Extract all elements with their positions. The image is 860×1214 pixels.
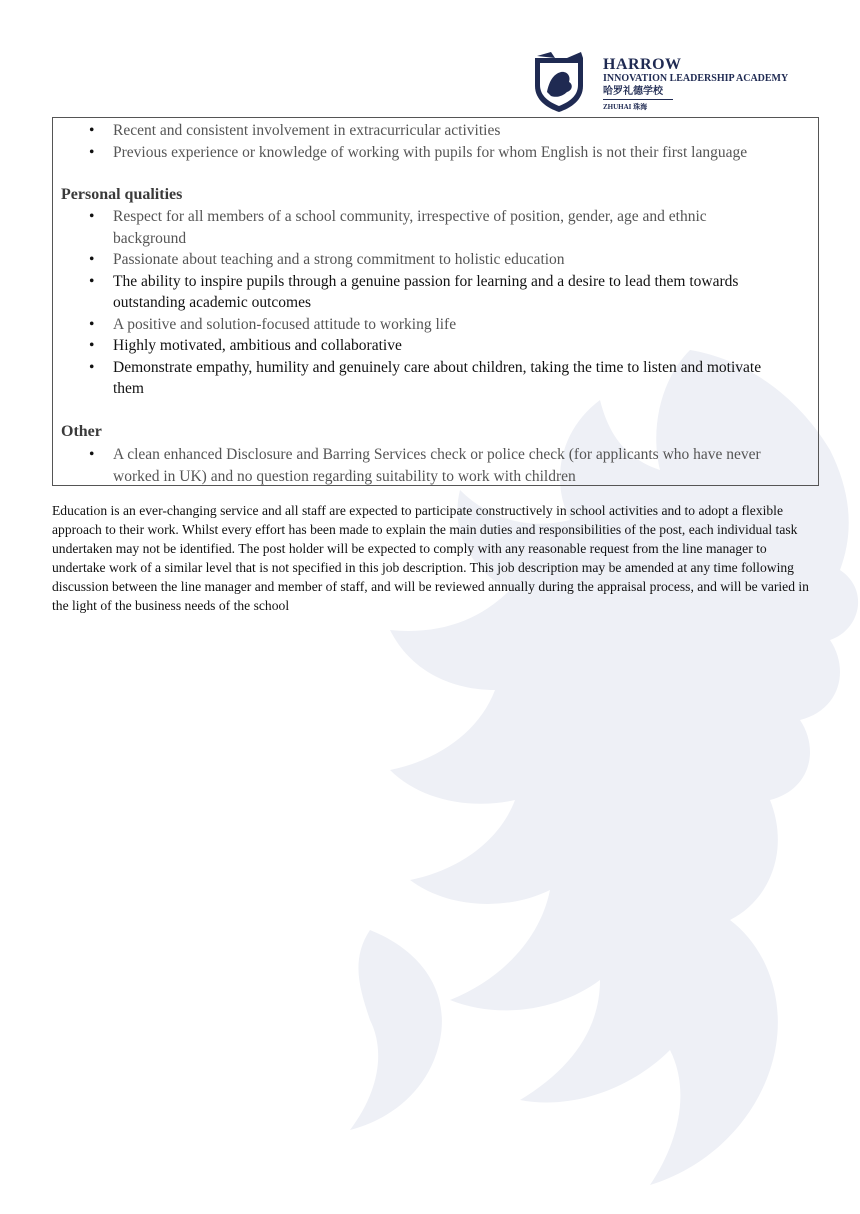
bullet-icon: • (89, 358, 95, 376)
logo-title: HARROW (603, 56, 682, 73)
logo-chinese-name: 哈罗礼德学校 (603, 86, 663, 97)
list-item: • Passionate about teaching and a strong commitment to holistic education (53, 249, 783, 271)
bullet-icon: • (89, 315, 95, 333)
bullet-icon: • (89, 446, 95, 463)
list-item: • A clean enhanced Disclosure and Barring Services check or police check (for applicants who have never worked in UK) and no question regarding suitability to work with children (89, 446, 761, 485)
logo-divider (603, 99, 673, 100)
logo-subtitle: INNOVATION LEADERSHIP ACADEMY (603, 73, 789, 84)
other-list (53, 444, 820, 487)
school-crest-icon (531, 52, 587, 114)
header-logo (531, 52, 801, 116)
bullet-icon: • (89, 143, 95, 161)
logo-location: ZHUHAI 珠海 (603, 103, 648, 111)
continued-list (53, 120, 820, 163)
list-item: • Demonstrate empathy, humility and genuinely care about children, taking the time to listen and motivate them (89, 358, 762, 397)
list-item: • Recent and consistent involvement in extracurricular activities (53, 120, 783, 142)
bullet-icon: • (89, 272, 95, 290)
personal-qualities-list (53, 206, 820, 400)
list-item: • The ability to inspire pupils through a genuine passion for learning and a desire to lead them towards outstanding academic outcomes (89, 272, 739, 311)
section-heading-other: Other (61, 423, 102, 440)
list-item: • A positive and solution-focused attitude to working life (53, 314, 783, 336)
bullet-icon: • (89, 337, 95, 354)
requirements-box (52, 117, 819, 486)
closing-paragraph: Education is an ever-changing service and all staff are expected to participate constructively in school activities and to adopt a flexible approach to their work. Whilst every effort has been made to explain the main duties and responsibilities of the post, each individual task undertaken may not be identified. The post holder will be expected to comply with any reasonable request from the line manager to undertake work of a similar level that is not specified in this job description. This job description may be amended at any time following discussion between the line manager and member of staff, and will be reviewed annually during the appraisal process, and will be varied in the light of the business needs of the school (52, 503, 809, 613)
bullet-icon: • (89, 122, 95, 139)
bullet-icon: • (89, 208, 95, 225)
list-item: • Respect for all members of a school community, irrespective of position, gender, age and ethnic background (89, 208, 707, 247)
bullet-icon: • (89, 251, 95, 268)
section-heading-personal-qualities: Personal qualities (61, 186, 183, 203)
list-item: • Highly motivated, ambitious and collaborative (53, 335, 783, 357)
list-item: • Previous experience or knowledge of working with pupils for whom English is not their first language (53, 142, 783, 164)
